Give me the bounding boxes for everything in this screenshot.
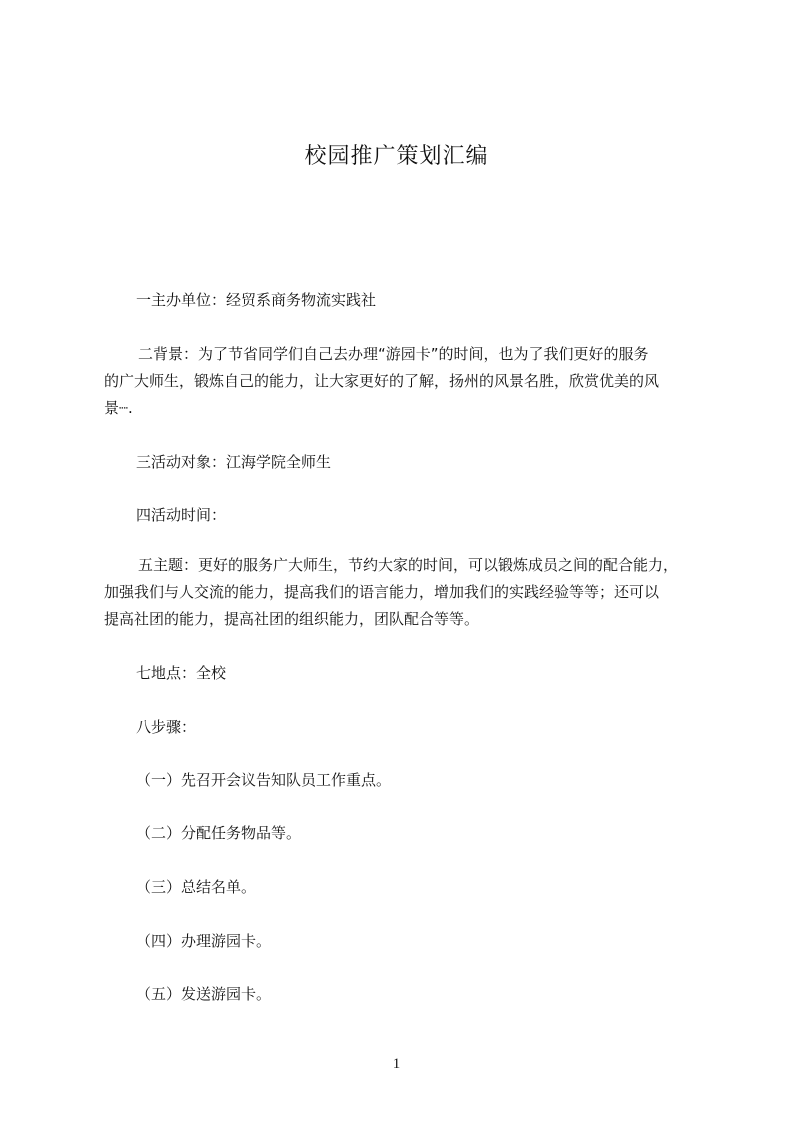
section-location-text: 七地点：全校	[136, 664, 227, 682]
step-2	[104, 820, 748, 847]
section-theme-line-2: 加强我们与人交流的能力，提高我们的语言能力，增加我们的实践经验等等；还可以	[104, 583, 660, 601]
section-organizer-text: 一主办单位：经贸系商务物流实践社	[136, 291, 377, 309]
step-5	[104, 981, 748, 1008]
section-background-line-3: 景┈.	[104, 399, 133, 417]
section-background	[104, 341, 716, 422]
step-3	[104, 874, 748, 901]
page-number: 1	[392, 1056, 401, 1072]
step-2-text: （二）分配任务物品等。	[136, 824, 302, 842]
step-4	[104, 928, 748, 955]
step-1	[104, 767, 748, 794]
section-theme	[104, 552, 716, 633]
section-audience-text: 三活动对象：江海学院全师生	[136, 453, 332, 471]
step-5-text: （五）发送游园卡。	[136, 985, 272, 1003]
section-audience	[104, 449, 748, 476]
section-organizer	[104, 287, 748, 314]
section-steps-text: 八步骤：	[136, 718, 197, 736]
section-background-line-2: 的广大师生，锻炼自己的能力，让大家更好的了解，扬州的风景名胜，欣赏优美的风	[104, 372, 660, 390]
document-title: 校园推广策划汇编	[304, 144, 489, 169]
section-theme-line-1: 五主题：更好的服务广大师生，节约大家的时间，可以锻炼成员之间的配合能力，	[138, 556, 679, 574]
step-1-text: （一）先召开会议告知队员工作重点。	[136, 771, 392, 789]
section-theme-line-3: 提高社团的能力，提高社团的组织能力，团队配合等等。	[104, 610, 480, 628]
section-time-text: 四活动时间：	[136, 506, 227, 524]
section-location	[104, 660, 748, 687]
section-time	[104, 502, 748, 529]
section-steps	[104, 714, 748, 741]
step-3-text: （三）总结名单。	[136, 878, 257, 896]
section-background-line-1: 二背景：为了节省同学们自己去办理“游园卡”的时间，也为了我们更好的服务	[138, 345, 649, 363]
step-4-text: （四）办理游园卡。	[136, 932, 272, 950]
